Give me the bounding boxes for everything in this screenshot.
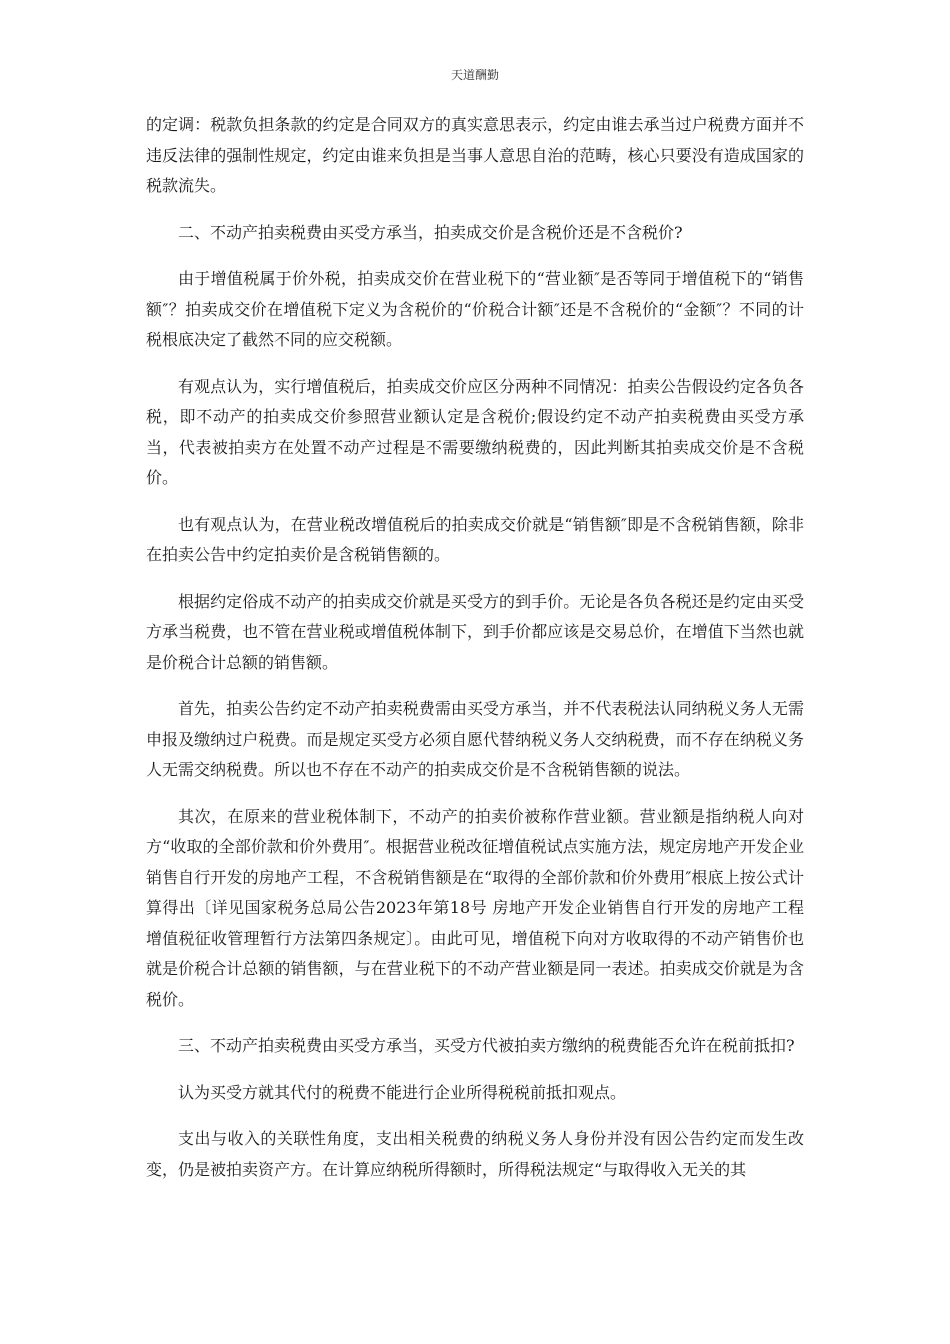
section-heading: 三、不动产拍卖税费由买受方承当，买受方代被拍卖方缴纳的税费能否允许在税前抵扣?	[178, 1036, 795, 1055]
paragraph: 支出与收入的关联性角度，支出相关税费的纳税义务人身份并没有因公告约定而发生改变，仍是被拍卖资产方。在计算应纳税所得额时，所得税法规定“与取得收入无关的其	[146, 1129, 804, 1179]
paragraph: 其次，在原来的营业税体制下，不动产的拍卖价被称作营业额。营业额是指纳税人向对方“收取的全部价款和价外费用″。根据营业税改征增值税试点实施方法，规定房地产开发企业销售自行开发的房地产工程，不含税销售额是在“取得的全部价款和价外费用″根底上按公式计算得出〔详见国家税务总局公告2023年第18号 房地产开发企业销售自行开发的房地产工程增值税征收管理暂行方法第四条规定〕。由此可见，增值税下向对方收取得的不动产销售价也就是价税合计总额的销售额，与在营业税下的不动产营业额是同一表述。拍卖成交价就是为含税价。	[146, 806, 804, 1009]
paragraph: 有观点认为，实行增值税后，拍卖成交价应区分两种不同情况：拍卖公告假设约定各负各税，即不动产的拍卖成交价参照营业额认定是含税价;假设约定不动产拍卖税费由买受方承当，代表被拍卖方在处置不动产过程是不需要缴纳税费的，因此判断其拍卖成交价是不含税价。	[146, 376, 804, 487]
document-body	[146, 110, 804, 1201]
paragraph: 认为买受方就其代付的税费不能进行企业所得税税前抵扣观点。	[178, 1082, 627, 1102]
section-heading: 二、不动产拍卖税费由买受方承当，拍卖成交价是含税价还是不含税价?	[178, 222, 683, 242]
paragraph: 首先，拍卖公告约定不动产拍卖税费需由买受方承当，并不代表税法认同纳税义务人无需申报及缴纳过户税费。而是规定买受方必须自愿代替纳税义务人交纳税费，而不存在纳税义务人无需交纳税费。所以也不存在不动产的拍卖成交价是不含税销售额的说法。	[146, 699, 804, 779]
paragraph: 也有观点认为，在营业税改增值税后的拍卖成交价就是“销售额″即是不含税销售额，除非在拍卖公告中约定拍卖价是含税销售额的。	[146, 514, 804, 564]
paragraph: 由于增值税属于价外税，拍卖成交价在营业税下的“营业额″是否等同于增值税下的“销售额″？拍卖成交价在增值税下定义为含税价的“价税合计额″还是不含税价的“金额″？不同的计税根底决定了截然不同的应交税额。	[146, 269, 804, 349]
paragraph: 根据约定俗成不动产的拍卖成交价就是买受方的到手价。无论是各负各税还是约定由买受方承当税费，也不管在营业税或增值税体制下，到手价都应该是交易总价，在增值下当然也就是价税合计总额的销售额。	[146, 591, 804, 672]
page-header: 天道酬勤	[450, 68, 499, 82]
paragraph: 的定调：税款负担条款的约定是合同双方的真实意思表示，约定由谁去承当过户税费方面并不违反法律的强制性规定，约定由谁来负担是当事人意思自治的范畴，核心只要没有造成国家的税款流失。	[146, 115, 804, 195]
